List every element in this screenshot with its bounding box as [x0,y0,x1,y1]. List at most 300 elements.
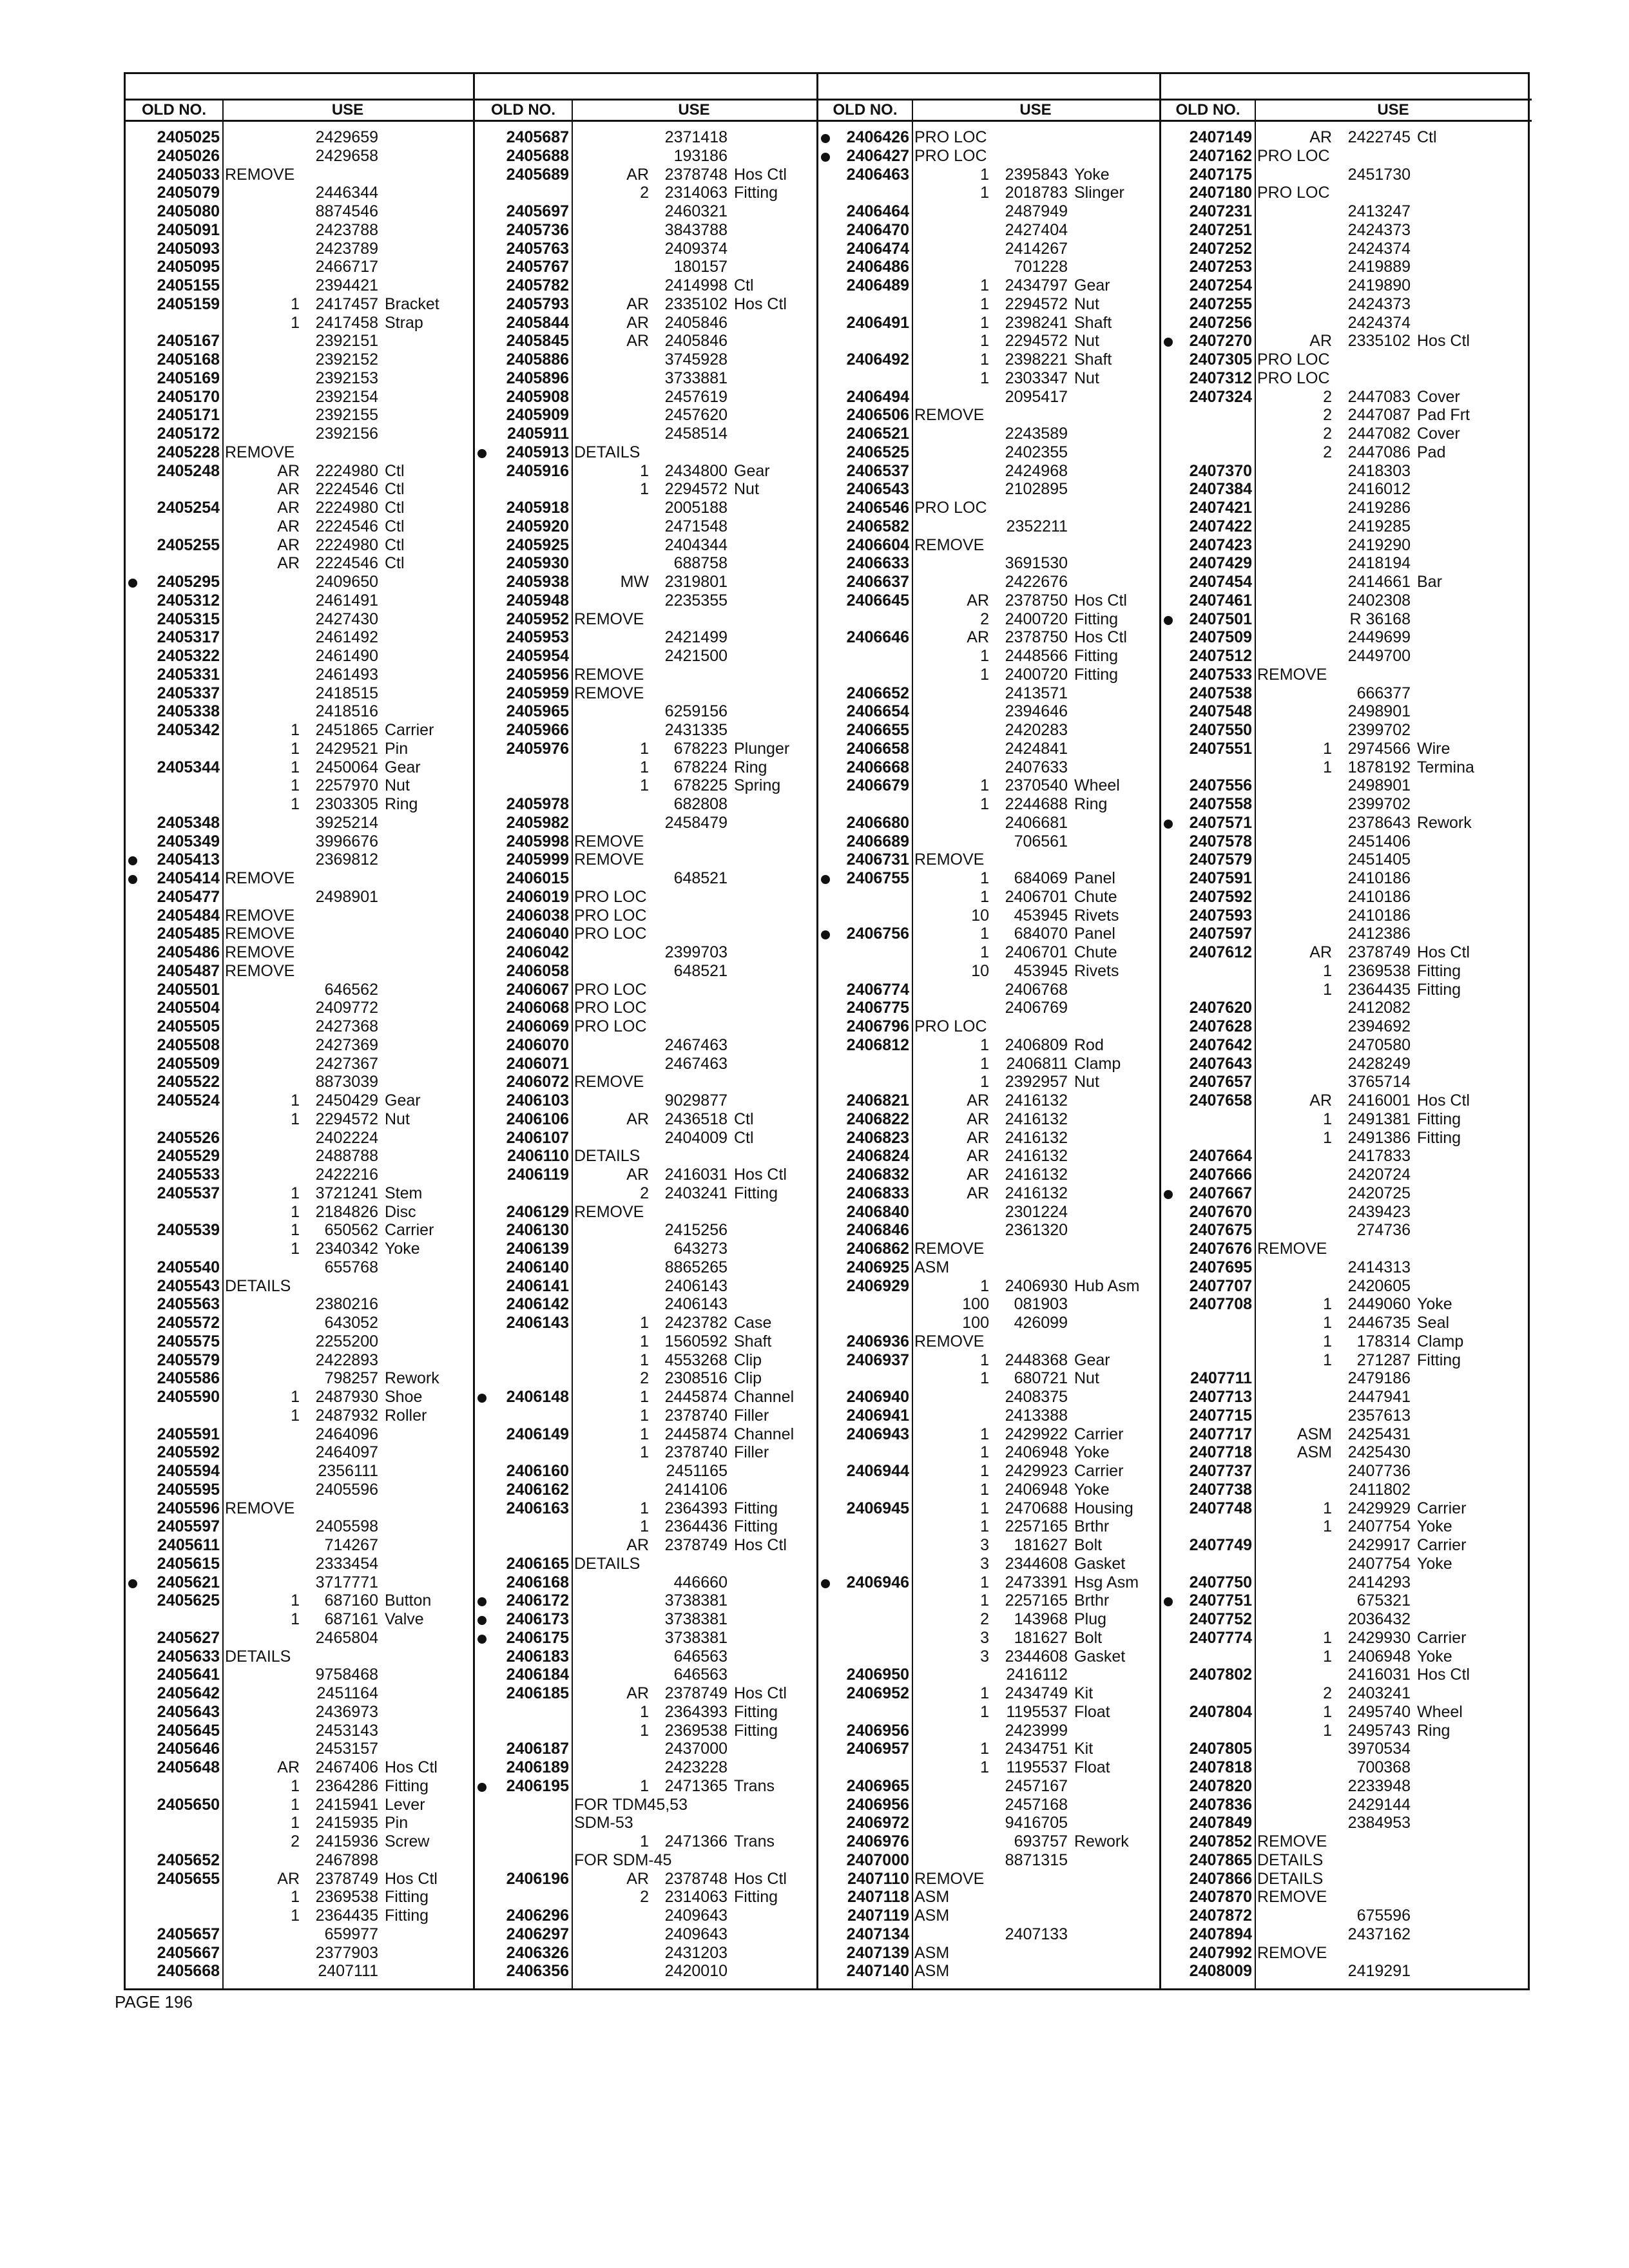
old-part-number: 2406506 [846,406,909,425]
old-part-number: 2406491 [846,313,909,332]
new-part-number: 2364435 [315,1907,378,1925]
old-part-number: 2405477 [157,887,220,906]
part-description: Nut [1074,1073,1099,1091]
table-row [1161,628,1532,647]
new-part-number: 2451164 [316,1684,378,1702]
rows [1161,128,1532,1981]
quantity: AR [967,1110,989,1128]
table-row [1161,332,1532,351]
table-row [1161,406,1532,425]
table-row [1161,1240,1532,1258]
old-part-number: 2407737 [1189,1462,1252,1480]
quantity: 1 [1323,980,1332,999]
table-row [1161,981,1532,999]
table-row [1161,1166,1532,1184]
table-column [1161,74,1532,1988]
new-part-number: 2340342 [315,1240,378,1258]
status-note: REMOVE [225,925,295,943]
quantity: 1 [291,758,300,776]
new-part-number: 2095417 [1005,387,1068,406]
header-old-no: OLD NO. [833,101,898,119]
old-part-number: 2407657 [1189,1073,1252,1091]
status-note: REMOVE [914,535,985,554]
old-part-number: 2407454 [1189,573,1252,591]
table-row [1161,1351,1532,1370]
new-part-number: 2464097 [315,1443,378,1462]
old-part-number: 2406189 [506,1758,569,1776]
new-part-number: 2018783 [1005,184,1068,202]
table-row [818,147,1159,166]
status-note: PRO LOC [574,906,647,925]
new-part-number: 2406948 [1005,1443,1068,1462]
old-part-number: 2406654 [846,702,909,721]
part-description: Hos Ctl [1417,943,1470,961]
new-part-number: 2364286 [315,1776,378,1795]
new-part-number: 2439423 [1347,1202,1411,1221]
old-part-number: 2405255 [157,535,220,554]
quantity: AR [626,294,649,313]
old-part-number: 2406796 [846,1017,909,1035]
new-part-number: 2420724 [1347,1166,1411,1184]
quantity: 1 [640,1388,649,1406]
status-note: REMOVE [574,1073,644,1091]
new-part-number: 2413247 [1347,202,1411,220]
old-part-number: 2406658 [846,739,909,758]
new-part-number: 2406809 [1005,1035,1068,1054]
quantity: 1 [640,1350,649,1369]
table-row [475,832,816,851]
table-row [1161,1591,1532,1610]
old-part-number: 2407593 [1189,906,1252,925]
old-part-number: 2407312 [1189,369,1252,387]
old-part-number: 2405529 [157,1147,220,1166]
new-part-number: 2458514 [664,425,728,443]
table-row [818,1648,1159,1666]
old-part-number: 2405597 [157,1517,220,1536]
quantity: 3 [980,1628,989,1647]
part-description: Yoke [1074,1443,1110,1462]
table-row [1161,128,1532,147]
new-part-number: 2224546 [315,480,378,499]
old-part-number: 2406812 [846,1035,909,1054]
new-part-number: 2467898 [315,1850,378,1869]
old-part-number: 2406950 [846,1666,909,1684]
table-row [126,962,473,981]
status-note: REMOVE [574,684,644,702]
new-part-number: 2418516 [315,702,378,721]
quantity: 1 [640,1332,649,1350]
new-part-number: 2417457 [315,294,378,313]
new-part-number: 2446344 [315,184,378,202]
table-row [475,1629,816,1648]
new-part-number: 2364393 [664,1499,728,1517]
old-part-number: 2405413 [157,850,220,869]
old-part-number: 2407708 [1189,1295,1252,1314]
new-part-number: 2418515 [315,684,378,702]
status-note: ASM [914,1907,950,1925]
status-note: REMOVE [225,869,295,887]
quantity: 2 [640,1184,649,1202]
table-row [1161,1962,1532,1981]
table-row [1161,1036,1532,1055]
quantity: 1 [291,1091,300,1110]
old-part-number: 2405595 [157,1480,220,1499]
old-part-number: 2408009 [1189,1962,1252,1981]
table-row [818,776,1159,795]
old-part-number: 2405348 [157,813,220,832]
quantity: AR [277,499,300,517]
part-description: Fitting [385,1888,429,1907]
table-row [475,332,816,351]
old-part-number: 2405524 [157,1091,220,1110]
part-description: Channel [734,1425,795,1443]
old-part-number: 2405652 [157,1850,220,1869]
old-part-number: 2407612 [1189,943,1252,961]
table-row [126,721,473,740]
table-row [1161,1110,1532,1129]
quantity: 1 [980,184,989,202]
old-part-number: 2406103 [506,1091,569,1110]
quantity: 1 [980,1462,989,1480]
new-part-number: 684070 [1014,925,1068,943]
table-row [126,1407,473,1425]
status-note: REMOVE [574,665,644,684]
table-row [818,1166,1159,1184]
old-part-number: 2405349 [157,832,220,850]
part-description: Cover [1417,425,1460,443]
table-row [475,1907,816,1925]
new-part-number: 2294572 [664,480,728,499]
old-part-number: 2405953 [506,628,569,647]
new-part-number: 2314063 [664,184,728,202]
table-row [818,1962,1159,1981]
new-part-number: 2369538 [315,1888,378,1907]
status-note: REMOVE [914,1240,985,1258]
new-part-number: 2424374 [1347,239,1411,258]
part-description: Carrier [1417,1628,1467,1647]
quantity: 1 [980,276,989,294]
old-part-number: 2405331 [157,665,220,684]
table-row [126,1684,473,1703]
table-row [818,480,1159,499]
old-part-number: 2407556 [1189,776,1252,795]
old-part-number: 2407422 [1189,517,1252,535]
part-description: Hos Ctl [385,1869,438,1888]
table-row [126,1536,473,1555]
old-part-number: 2407642 [1189,1035,1252,1054]
part-description: Fitting [1417,1128,1461,1147]
new-part-number: 2224980 [315,499,378,517]
old-part-number: 2406633 [846,554,909,573]
table-row [818,1036,1159,1055]
old-part-number: 2406774 [846,980,909,999]
table-row [1161,1388,1532,1407]
quantity: 1 [980,1443,989,1462]
new-part-number: 2344608 [1005,1554,1068,1573]
quantity: 1 [980,1758,989,1776]
old-part-number: 2405916 [506,461,569,480]
table-row [818,202,1159,221]
new-part-number: 9416705 [1005,1814,1068,1832]
part-description: Clamp [1074,1054,1121,1073]
quantity: AR [626,1536,649,1554]
old-part-number: 2407251 [1189,220,1252,239]
new-part-number: 426099 [1014,1314,1068,1332]
old-part-number: 2406067 [506,980,569,999]
quantity: 1 [640,1314,649,1332]
status-note: DETAILS [1257,1850,1324,1869]
table-row [1161,147,1532,166]
quantity: 1 [291,1388,300,1406]
new-part-number: 2428249 [1347,1054,1411,1073]
new-part-number: 3843788 [664,220,728,239]
table-row [475,1166,816,1184]
quantity: 1 [980,332,989,351]
table-row [1161,1740,1532,1758]
part-description: Fitting [1417,980,1461,999]
table-row [475,1684,816,1703]
old-part-number: 2406149 [506,1425,569,1443]
table-row [475,925,816,943]
new-part-number: 2427367 [315,1054,378,1073]
old-part-number: 2405965 [506,702,569,721]
part-description: Strap [385,313,423,332]
table-row [475,795,816,814]
old-part-number: 2406822 [846,1110,909,1128]
new-part-number: 6259156 [664,702,728,721]
part-description: Rework [385,1369,439,1388]
status-note: PRO LOC [914,1017,987,1035]
new-part-number: 2378748 [664,1869,728,1888]
table-row [126,369,473,388]
old-part-number: 2406165 [506,1554,569,1573]
part-description: Carrier [1074,1425,1124,1443]
quantity: 1 [980,1073,989,1091]
new-part-number: 2400720 [1005,610,1068,628]
table-row [126,332,473,351]
quantity: 1 [291,1221,300,1240]
new-part-number: 2410186 [1347,869,1411,887]
part-description: Bolt [1074,1628,1103,1647]
table-row [475,1036,816,1055]
old-part-number: 2405650 [157,1795,220,1814]
table-row [1161,1851,1532,1870]
old-part-number: 2407751 [1189,1591,1252,1610]
new-part-number: 2445874 [664,1388,728,1406]
table-row [475,499,816,517]
old-part-number: 2405621 [157,1573,220,1591]
table-row [475,702,816,721]
part-description: Kit [1074,1740,1094,1758]
table-row [818,1203,1159,1222]
table-row [818,332,1159,351]
old-part-number: 2406130 [506,1221,569,1240]
new-part-number: 2451406 [1347,832,1411,850]
table-row [475,1277,816,1296]
table-row [126,536,473,555]
new-part-number: 3738381 [664,1591,728,1610]
table-row [818,314,1159,332]
table-row [1161,1277,1532,1296]
old-part-number: 2407110 [847,1869,909,1888]
old-part-number: 2407715 [1189,1406,1252,1425]
new-part-number: 2429922 [1005,1425,1068,1443]
table-row [1161,1925,1532,1944]
old-part-number: 2407253 [1189,258,1252,276]
new-part-number: 2405596 [315,1480,378,1499]
header-use: USE [1377,101,1409,119]
table-row [475,1110,816,1129]
quantity: 1 [291,313,300,332]
part-description: Disc [385,1202,416,1221]
old-part-number: 2406297 [506,1925,569,1943]
quantity: 1 [980,869,989,887]
table-row [1161,740,1532,758]
table-row [475,1055,816,1073]
table-row [1161,1091,1532,1110]
table-row [818,1369,1159,1388]
table-row [126,184,473,202]
old-part-number: 2405338 [157,702,220,721]
new-part-number: 2243589 [1005,425,1068,443]
old-part-number: 2407119 [847,1907,909,1925]
table-row [126,517,473,536]
table-row [126,1129,473,1148]
table-row [475,147,816,166]
new-part-number: 2333454 [315,1554,378,1573]
table-row [126,1221,473,1240]
new-part-number: 2416031 [664,1166,728,1184]
old-part-number: 2405956 [506,665,569,684]
part-description: Shaft [1074,351,1112,369]
table-row [475,1944,816,1963]
table-row [126,1091,473,1110]
old-part-number: 2407421 [1189,499,1252,517]
table-row [818,1610,1159,1629]
table-row [126,1258,473,1277]
old-part-number: 2407713 [1189,1388,1252,1406]
quantity: 1 [640,1425,649,1443]
quantity: 2 [640,1888,649,1907]
table-row [1161,517,1532,536]
part-description: Ctl [385,517,405,535]
quantity: AR [967,591,989,610]
old-part-number: 2407695 [1189,1258,1252,1276]
table-row [1161,1499,1532,1518]
part-description: Gasket [1074,1647,1126,1666]
table-row [475,591,816,610]
table-row [818,276,1159,295]
new-part-number: 2369538 [664,1721,728,1740]
status-note: PRO LOC [574,887,647,906]
new-part-number: 666377 [1356,684,1411,702]
table-row [475,128,816,147]
old-part-number: 2405254 [157,499,220,517]
table-row [818,591,1159,610]
table-row [126,276,473,295]
new-part-number: 2405598 [315,1517,378,1536]
table-row [475,1129,816,1148]
old-part-number: 2406604 [846,535,909,554]
quantity: 2 [1323,1684,1332,1702]
new-part-number: 2487949 [1005,202,1068,220]
new-part-number: 2257970 [315,776,378,795]
old-part-number: 2406646 [846,628,909,647]
table-row [818,1295,1159,1314]
quantity: 1 [980,925,989,943]
table-row [475,1407,816,1425]
quantity: 1 [1323,1647,1332,1666]
table-row [475,1832,816,1851]
quantity: 1 [980,887,989,906]
table-row [1161,536,1532,555]
new-part-number: 2410186 [1347,906,1411,925]
new-part-number: 3745928 [664,351,728,369]
new-part-number: 2411802 [1349,1480,1411,1499]
table-row [818,240,1159,258]
new-part-number: 2419890 [1347,276,1411,294]
status-note: SDM-53 [574,1814,633,1832]
part-description: Nut [1074,369,1099,387]
table-row [1161,1017,1532,1036]
quantity: AR [277,461,300,480]
new-part-number: 2378750 [1005,591,1068,610]
old-part-number: 2406143 [506,1314,569,1332]
new-part-number: 2371418 [664,128,728,146]
table-row [1161,684,1532,703]
old-part-number: 2405911 [507,425,569,443]
old-part-number: 2405579 [157,1350,220,1369]
new-part-number: 2422676 [1005,573,1068,591]
old-part-number: 2405590 [157,1388,220,1406]
quantity: 1 [1323,1295,1332,1314]
new-part-number: 2410186 [1347,887,1411,906]
quantity: 2 [640,184,649,202]
table-row [475,1666,816,1684]
table-row [126,1517,473,1536]
part-description: Ctl [385,535,405,554]
table-row [126,1462,473,1481]
old-part-number: 2405909 [506,406,569,425]
new-part-number: 178314 [1356,1332,1411,1350]
old-part-number: 2405689 [506,165,569,184]
table-row [1161,869,1532,888]
quantity: AR [626,165,649,184]
new-part-number: 2429917 [1347,1536,1411,1554]
table-row [126,1832,473,1851]
old-part-number: 2407628 [1189,1017,1252,1035]
new-part-number: 2451165 [666,1462,728,1480]
quantity: AR [967,1128,989,1147]
old-part-number: 2407866 [1189,1869,1252,1888]
table-row [818,1388,1159,1407]
old-part-number: 2405655 [157,1869,220,1888]
new-part-number: 2423228 [664,1758,728,1776]
table-row [818,221,1159,240]
new-part-number: 081903 [1014,1295,1068,1314]
quantity: 1 [291,776,300,795]
new-part-number: 2422745 [1347,128,1411,146]
new-part-number: 2449699 [1347,628,1411,647]
quantity: 1 [291,1202,300,1221]
table-row [475,1925,816,1944]
old-part-number: 2405505 [157,1017,220,1035]
new-part-number: 8865265 [664,1258,728,1276]
table-row [1161,425,1532,443]
old-part-number: 2406474 [846,239,909,258]
new-part-number: 2413388 [1005,1406,1068,1425]
quantity: 1 [640,1499,649,1517]
